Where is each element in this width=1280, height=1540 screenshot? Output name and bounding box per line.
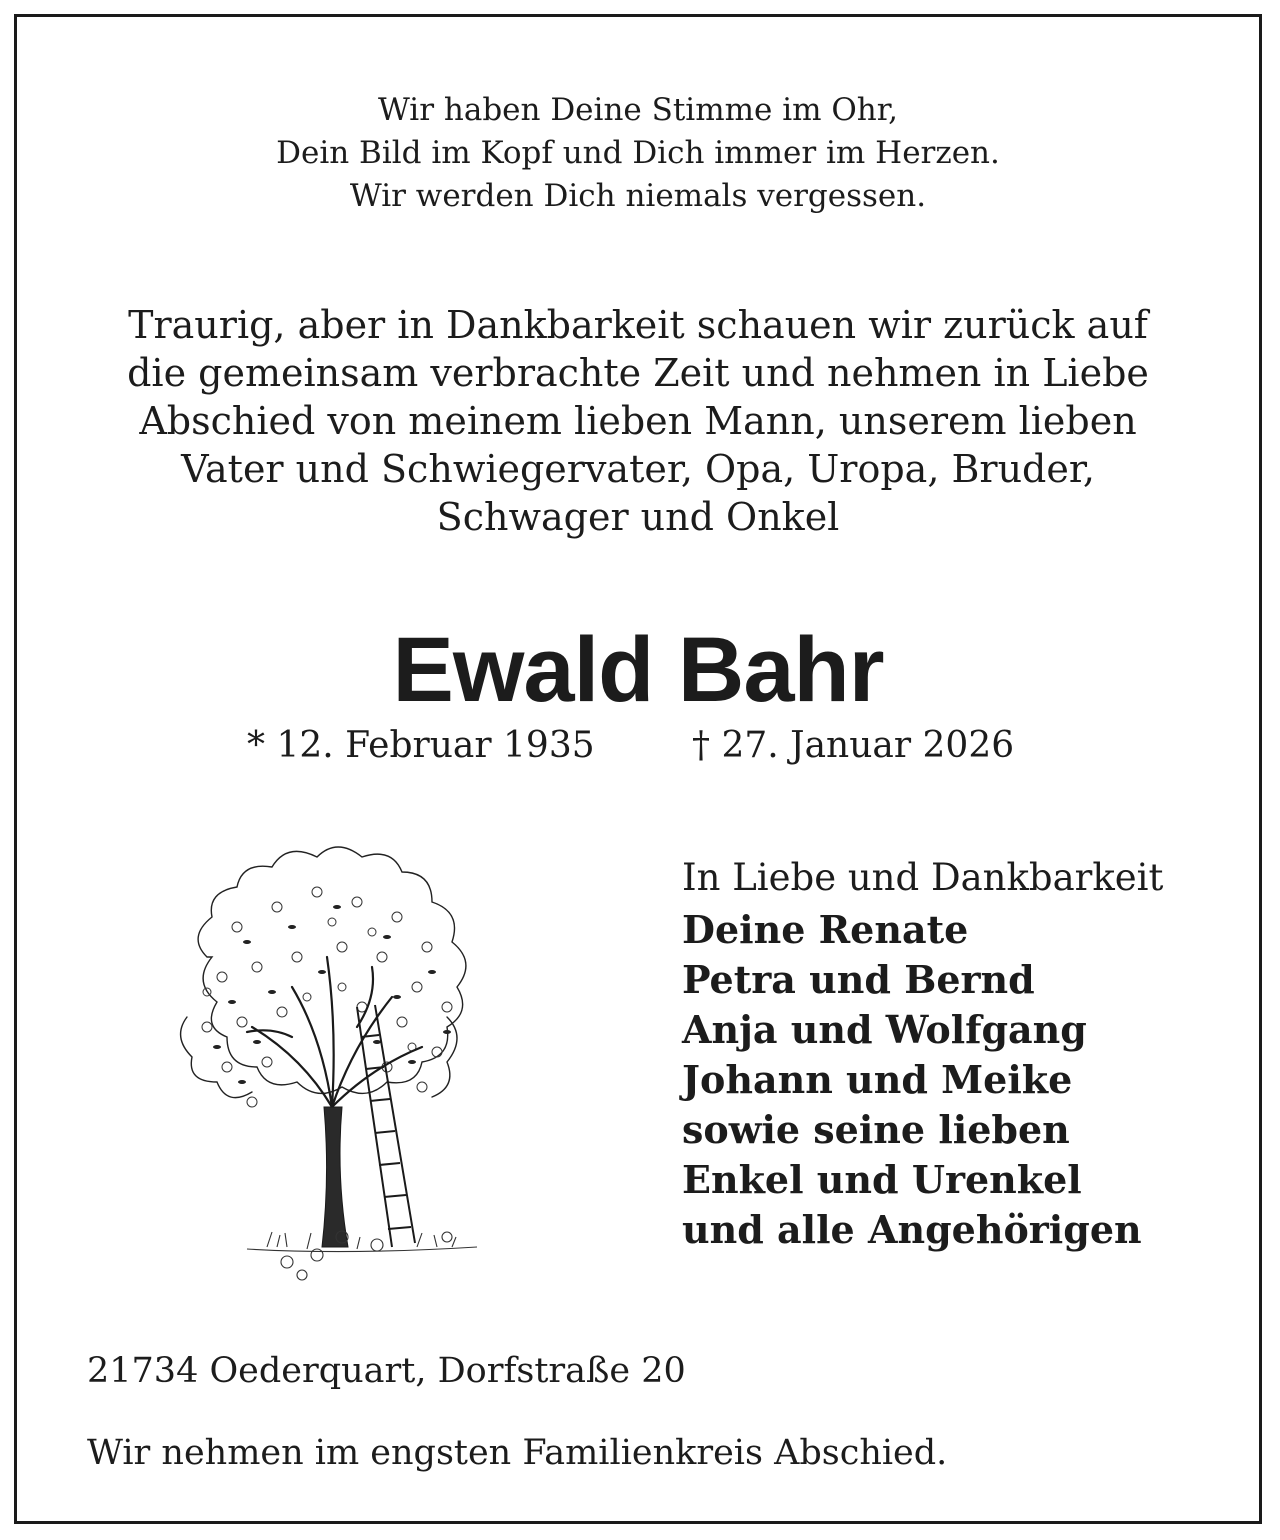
family-section <box>682 853 1163 1255</box>
family-name-line: sowie seine lieben <box>682 1107 1070 1152</box>
family-lead: In Liebe und Dankbarkeit <box>682 856 1164 899</box>
family-name-line: Petra und Bernd <box>682 957 1035 1002</box>
intro-line: Traurig, aber in Dankbarkeit schauen wir zurück auf <box>128 303 1148 347</box>
family-name-line: und alle Angehörigen <box>682 1207 1142 1252</box>
family-name-line: Deine Renate <box>682 907 969 952</box>
obituary-frame <box>14 14 1262 1524</box>
death-date: † 27. Januar 2026 <box>692 725 1015 766</box>
verse-line: Wir werden Dich niemals vergessen. <box>349 178 927 214</box>
intro-line: Vater und Schwiegervater, Opa, Uropa, Bruder, <box>181 447 1095 491</box>
family-names <box>682 905 1163 1255</box>
family-name-line: Enkel und Urenkel <box>682 1157 1082 1202</box>
deceased-name: Ewald Bahr <box>392 619 884 721</box>
verse-line: Wir haben Deine Stimme im Ohr, <box>377 92 899 128</box>
apple-tree-with-ladder-icon <box>147 807 527 1287</box>
intro-line: die gemeinsam verbrachte Zeit und nehmen in Liebe <box>127 351 1149 395</box>
verse-block <box>17 89 1259 218</box>
family-name-line: Johann und Meike <box>682 1057 1073 1102</box>
family-name-line: Anja und Wolfgang <box>682 1007 1087 1052</box>
verse-line: Dein Bild im Kopf und Dich immer im Herzen. <box>276 135 1000 171</box>
closing-note: Wir nehmen im engsten Familienkreis Abschied. <box>87 1433 948 1473</box>
address: 21734 Oederquart, Dorfstraße 20 <box>87 1351 686 1391</box>
birth-date: * 12. Februar 1935 <box>247 725 595 766</box>
intro-text <box>17 301 1259 541</box>
intro-line: Schwager und Onkel <box>436 495 840 539</box>
intro-line: Abschied von meinem lieben Mann, unserem lieben <box>139 399 1137 443</box>
